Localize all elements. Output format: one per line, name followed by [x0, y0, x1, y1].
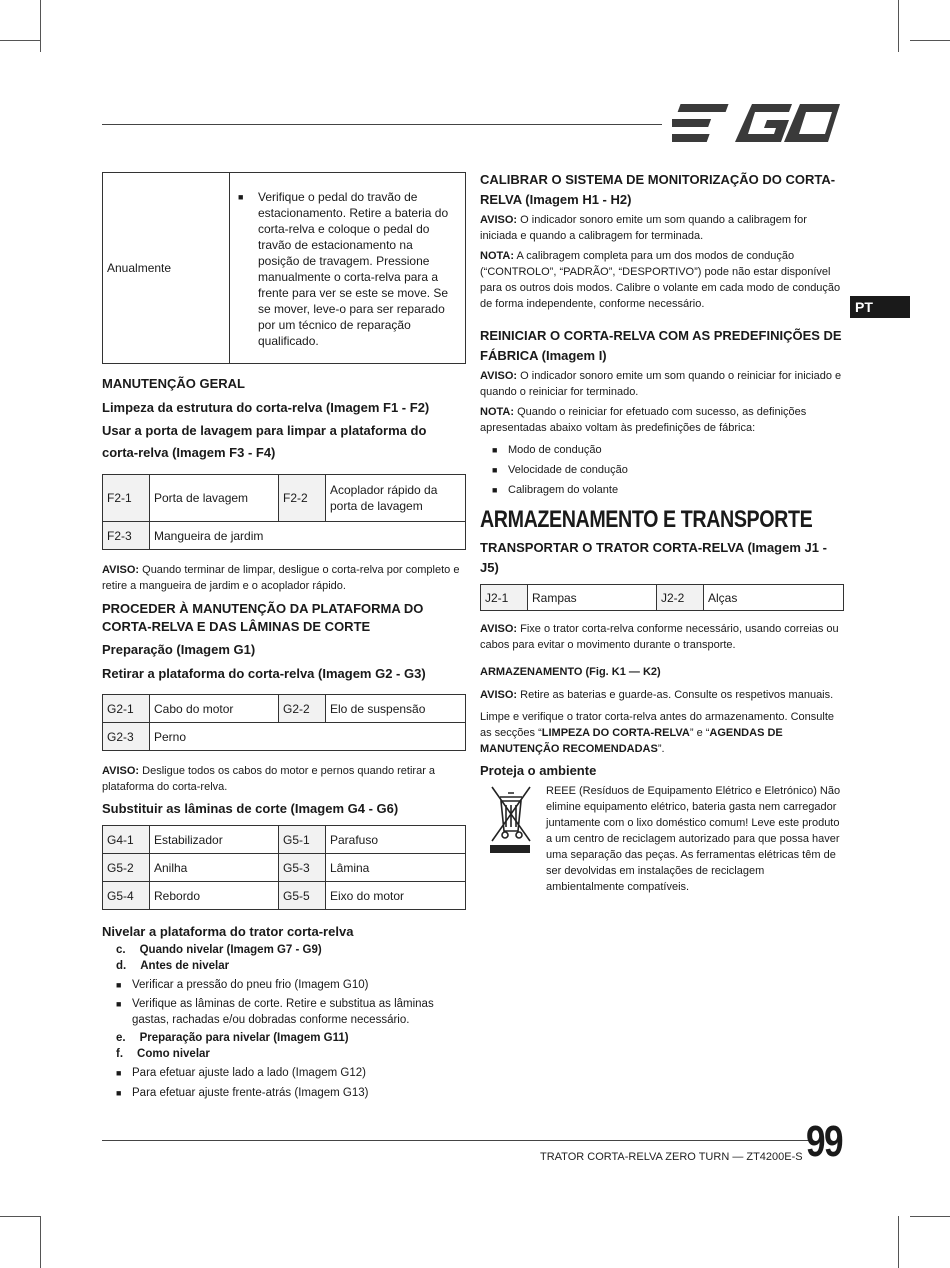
notice-label: AVISO:	[480, 689, 518, 701]
notice-text: Retire as baterias e guarde-as. Consulte os respetivos manuais.	[517, 689, 834, 701]
part-code: G5-2	[103, 854, 150, 882]
section-title: ARMAZENAMENTO (Fig. K1 — K2)	[480, 666, 661, 678]
notice	[102, 562, 466, 594]
list-item: ■ Verifique as lâminas de corte. Retire e substitua as lâminas gastas, rachadas e/ou dobradas conforme necessário.	[114, 996, 466, 1028]
part-name: Cabo do motor	[150, 695, 279, 723]
crop-mark	[898, 1216, 899, 1268]
part-name: Anilha	[150, 854, 279, 882]
section-title: CALIBRAR O SISTEMA DE MONITORIZAÇÃO DO CORTA-RELVA (Imagem H1 - H2)	[480, 172, 836, 207]
ego-logo	[672, 100, 844, 146]
section-title: TRANSPORTAR O TRATOR CORTA-RELVA (Imagem J1 - J5)	[480, 540, 827, 575]
table-row	[103, 854, 466, 882]
note-text: A calibragem completa para um dos modos de condução (“CONTROLO”, “PADRÃO”, “DESPORTIVO”) pode não estar disponível para os outros dois modos. Calibre o volante em cada modo de condução de forma independente, conforme necessário.	[480, 250, 841, 310]
subsection-title: Retirar a plataforma do corta-relva (Imagem G2 - G3)	[102, 666, 426, 681]
part-code: F2-3	[103, 522, 150, 550]
env-text: REEE (Resíduos de Equipamento Elétrico e Eletrónico) Não elimine equipamento elétrico, bateria gasta nem carregador juntamente com o lixo doméstico comum! Leve este produto a um centro de reciclagem autorizado para que possa haver uma separação das peças. As ferramentas elétricas têm de ser devolvidas em instalações de reciclagem ambientalmente compatíveis.	[546, 785, 841, 893]
part-code: F2-1	[103, 475, 150, 522]
part-code: G2-3	[103, 723, 150, 751]
section-title: MANUTENÇÃO GERAL	[102, 376, 245, 391]
part-code: G4-1	[103, 826, 150, 854]
part-name: Alças	[704, 585, 844, 611]
list-item: ■ Velocidade de condução	[490, 460, 844, 480]
g4-parts-table	[102, 825, 466, 910]
subsection-title: Proteja o ambiente	[480, 763, 597, 778]
lettered-item: f. Como nivelar	[116, 1048, 210, 1060]
notice	[480, 368, 844, 400]
footer-rule	[102, 1140, 809, 1141]
env-block	[480, 783, 844, 895]
section-title: PROCEDER À MANUTENÇÃO DA PLATAFORMA DO CORTA-RELVA E DAS LÂMINAS DE CORTE	[102, 601, 424, 634]
note-text: Quando o reiniciar for efetuado com sucesso, as definições apresentadas abaixo voltam às predefinições de fábrica:	[480, 406, 807, 434]
lettered-item: d. Antes de nivelar	[116, 960, 230, 972]
notice	[480, 687, 844, 703]
notice-label: AVISO:	[102, 765, 140, 777]
notice	[102, 763, 466, 795]
list-item: ■ Para efetuar ajuste lado a lado (Imagem G12)	[114, 1065, 466, 1081]
notice-text: Fixe o trator corta-relva conforme necessário, usando correias ou cabos para evitar o movimento durante o transporte.	[480, 623, 839, 651]
lettered-item: e. Preparação para nivelar (Imagem G11)	[116, 1032, 349, 1044]
annual-maintenance-table	[102, 172, 466, 364]
storage-paragraph: Limpe e verifique o trator corta-relva antes do armazenamento. Consulte as secções “LIMPEZA DO CORTA-RELVA” e “AGENDAS DE MANUTENÇÃO RECOMENDADAS”.	[480, 711, 835, 755]
chapter-heading: ARMAZENAMENTO E TRANSPORTE	[480, 506, 813, 533]
part-code: G5-1	[279, 826, 326, 854]
footer-product: TRATOR CORTA-RELVA ZERO TURN — ZT4200E-S	[540, 1151, 803, 1163]
period-cell: Anualmente	[103, 173, 230, 364]
table-row	[103, 695, 466, 723]
list-item: ■ Calibragem do volante	[490, 480, 844, 500]
part-name: Rebordo	[150, 882, 279, 910]
note-label: NOTA:	[480, 406, 515, 418]
notice-text: Quando terminar de limpar, desligue o corta-relva por completo e retire a mangueira de jardim e o acoplador rápido.	[102, 564, 460, 592]
part-code: G5-5	[279, 882, 326, 910]
crop-mark	[0, 40, 40, 41]
notice-label: AVISO:	[480, 370, 518, 382]
j-parts-table	[480, 584, 844, 611]
part-name: Porta de lavagem	[150, 475, 279, 522]
table-row	[103, 882, 466, 910]
note	[480, 404, 844, 436]
level-list	[102, 942, 466, 1101]
crop-mark	[40, 1216, 41, 1268]
part-name: Mangueira de jardim	[150, 522, 466, 550]
part-name: Eixo do motor	[326, 882, 466, 910]
notice-text: O indicador sonoro emite um som quando o reiniciar for iniciado e quando o reiniciar for terminado.	[480, 370, 842, 398]
part-code: J2-2	[657, 585, 704, 611]
list-item: ■ Para efetuar ajuste frente-atrás (Imagem G13)	[114, 1085, 466, 1101]
subsection-title: Substituir as lâminas de corte (Imagem G4 - G6)	[102, 801, 399, 816]
header-rule	[102, 124, 662, 125]
part-code: J2-1	[481, 585, 528, 611]
language-tab: PT	[850, 296, 910, 318]
part-code: G5-3	[279, 854, 326, 882]
table-row	[103, 826, 466, 854]
notice	[480, 212, 844, 244]
left-column	[102, 172, 466, 1101]
crop-mark	[40, 0, 41, 52]
list-item: ■ Verifique o pedal do travão de estacionamento. Retire a bateria do corta-relva e coloque o pedal do travão de estacionamento na posição de travagem. Pressione manualmente o corta-relva para a frente para ver se este se move. Se se mover, leve-o para ser reparado por um técnico de reparação qualificado.	[236, 189, 455, 349]
subsection-title: Nivelar a plataforma do trator corta-relva	[102, 924, 354, 939]
part-name: Acoplador rápido da porta de lavagem	[326, 475, 466, 522]
table-row	[103, 522, 466, 550]
notice-label: AVISO:	[102, 564, 140, 576]
notice	[480, 621, 844, 653]
subsection-title: Usar a porta de lavagem para limpar a plataforma do corta-relva (Imagem F3 - F4)	[102, 423, 427, 460]
right-column	[480, 170, 844, 895]
list-item: ■ Modo de condução	[490, 440, 844, 460]
table-row	[103, 723, 466, 751]
weee-bin-icon	[486, 783, 536, 855]
table-row	[481, 585, 844, 611]
notice-text: O indicador sonoro emite um som quando a calibragem for iniciada e quando a calibragem for terminada.	[480, 214, 807, 242]
part-code: G5-4	[103, 882, 150, 910]
part-name: Estabilizador	[150, 826, 279, 854]
notice-label: AVISO:	[480, 623, 518, 635]
f-parts-table	[102, 474, 466, 550]
notice-text: Desligue todos os cabos do motor e pernos quando retirar a plataforma do corta-relva.	[102, 765, 436, 793]
part-code: G2-1	[103, 695, 150, 723]
g-parts-table	[102, 694, 466, 751]
table-row	[103, 173, 466, 364]
crop-mark	[910, 1216, 950, 1217]
part-name: Rampas	[528, 585, 657, 611]
item-cell	[230, 173, 466, 364]
note-label: NOTA:	[480, 250, 515, 262]
part-name: Elo de suspensão	[326, 695, 466, 723]
lettered-item: c. Quando nivelar (Imagem G7 - G9)	[116, 944, 322, 956]
notice-label: AVISO:	[480, 214, 518, 226]
part-name: Parafuso	[326, 826, 466, 854]
reset-list	[490, 440, 844, 500]
list-item: ■ Verificar a pressão do pneu frio (Imagem G10)	[114, 977, 466, 993]
part-code: G2-2	[279, 695, 326, 723]
table-row	[103, 475, 466, 522]
subsection-title: Limpeza da estrutura do corta-relva (Imagem F1 - F2)	[102, 400, 430, 415]
crop-mark	[0, 1216, 40, 1217]
part-code: F2-2	[279, 475, 326, 522]
subsection-title: Preparação (Imagem G1)	[102, 642, 256, 657]
part-name: Lâmina	[326, 854, 466, 882]
part-name: Perno	[150, 723, 466, 751]
section-title: REINICIAR O CORTA-RELVA COM AS PREDEFINIÇÕES DE FÁBRICA (Imagem I)	[480, 328, 842, 363]
crop-mark	[898, 0, 899, 52]
note	[480, 248, 844, 312]
crop-mark	[910, 40, 950, 41]
page-number: 99	[806, 1117, 842, 1166]
